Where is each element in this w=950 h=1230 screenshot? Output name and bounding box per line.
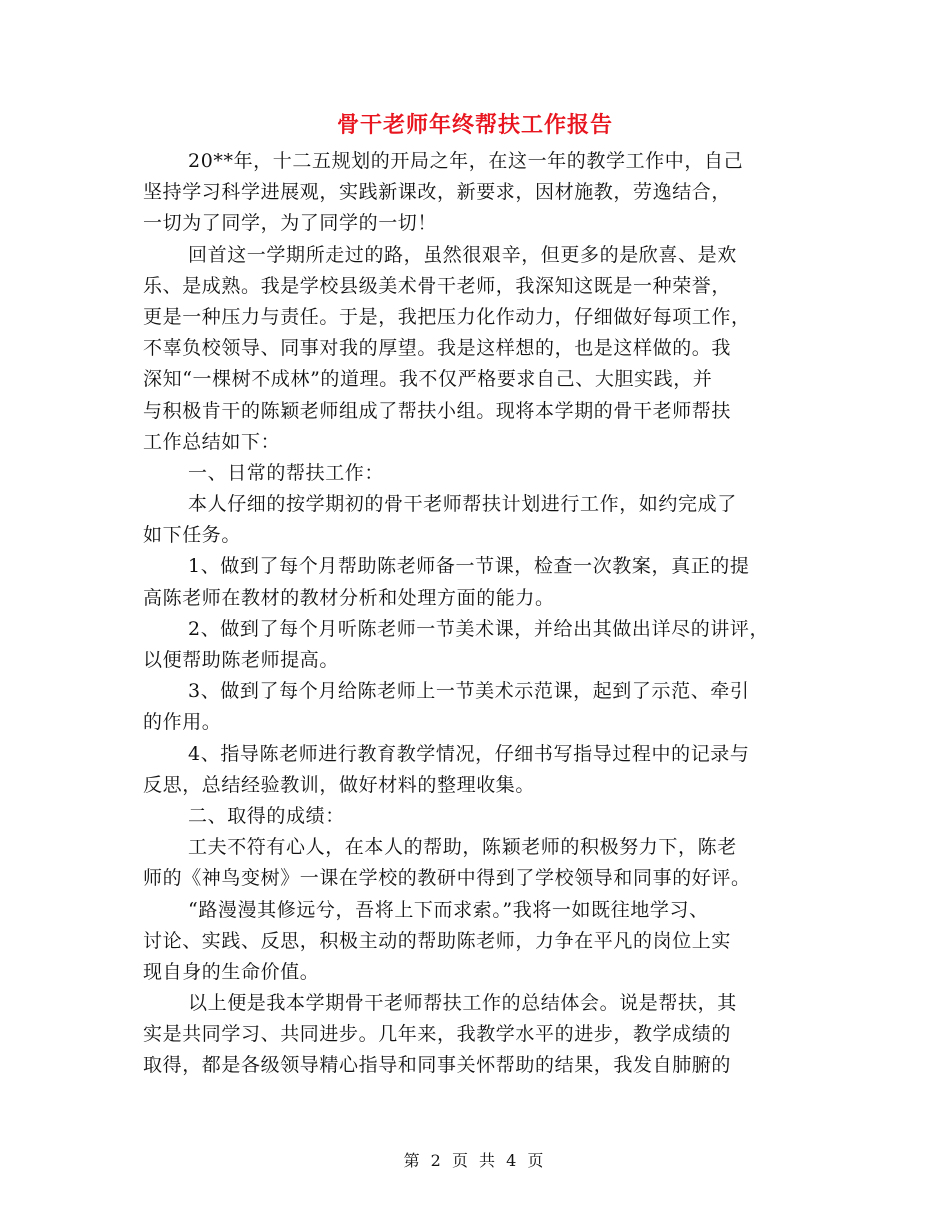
paragraph-line: 以上便是我本学期骨干老师帮扶工作的总结体会。说是帮扶，其 [188,992,737,1015]
section-heading: 一、日常的帮扶工作： [188,461,385,484]
paragraph-line: 现自身的生命价值。 [143,960,320,983]
paragraph-line: 坚持学习科学进展观，实践新课改，新要求，因材施教，劳逸结合， [143,181,732,204]
document-body [143,146,823,1082]
paragraph-line: 一切为了同学，为了同学的一切！ [143,212,438,235]
paragraph-line: 深知“一棵树不成林”的道理。我不仅严格要求自己、大胆实践，并 [143,368,713,391]
section-heading: 二、取得的成绩： [188,804,345,827]
list-item-line: 3、做到了每个月给陈老师上一节美术示范课，起到了示范、牵引 [188,680,750,703]
paragraph-line: 讨论、实践、反思，积极主动的帮助陈老师，力争在平凡的岗位上实 [143,929,732,952]
paragraph-line: 工作总结如下： [143,430,281,453]
list-item-line: 以便帮助陈老师提高。 [143,649,340,671]
paragraph-line: 与积极肯干的陈颖老师组成了帮扶小组。现将本学期的骨干老师帮扶 [143,399,732,422]
list-item-line: 的作用。 [143,711,222,734]
paragraph-line: 不辜负校领导、同事对我的厚望。我是这样想的，也是这样做的。我 [143,337,732,360]
paragraph-line: 实是共同学习、共同进步。几年来，我教学水平的进步，教学成绩的 [143,1023,732,1046]
paragraph-line: 本人仔细的按学期初的骨干老师帮扶计划进行工作，如约完成了 [188,493,737,516]
paragraph-line: 乐、是成熟。我是学校县级美术骨干老师，我深知这既是一种荣誉， [143,274,732,297]
list-item-line: 2、做到了每个月听陈老师一节美术课，并给出其做出详尽的讲评， [188,617,770,640]
paragraph-line: 更是一种压力与责任。于是，我把压力化作动力，仔细做好每项工作， [143,305,751,328]
list-item-line: 反思，总结经验教训，做好材料的整理收集。 [143,773,536,796]
list-item-line: 4、指导陈老师进行教育教学情况，仔细书写指导过程中的记录与 [188,742,750,765]
paragraph-line: 如下任务。 [143,524,242,547]
list-item-line: 1、做到了每个月帮助陈老师备一节课，检查一次教案，真正的提 [188,555,750,578]
paragraph-line: 师的《神鸟变树》一课在学校的教研中得到了学校领导和同事的好评。 [143,867,751,890]
paragraph-line: 20**年，十二五规划的开局之年，在这一年的教学工作中，自己 [188,150,744,172]
paragraph-line: “路漫漫其修远兮，吾将上下而求索。”我将一如既往地学习、 [188,898,709,921]
paragraph-line: 工夫不符有心人，在本人的帮助，陈颖老师的积极努力下，陈老 [188,836,737,859]
paragraph-line: 回首这一学期所走过的路，虽然很艰辛，但更多的是欣喜、是欢 [188,243,737,266]
paragraph-line: 取得，都是各级领导精心指导和同事关怀帮助的结果，我发自肺腑的 [143,1054,732,1077]
page-footer: 第 2 页 共 4 页 [403,1151,547,1170]
document-title: 骨干老师年终帮扶工作报告 [336,112,613,138]
list-item-line: 高陈老师在教材的教材分析和处理方面的能力。 [143,586,555,609]
